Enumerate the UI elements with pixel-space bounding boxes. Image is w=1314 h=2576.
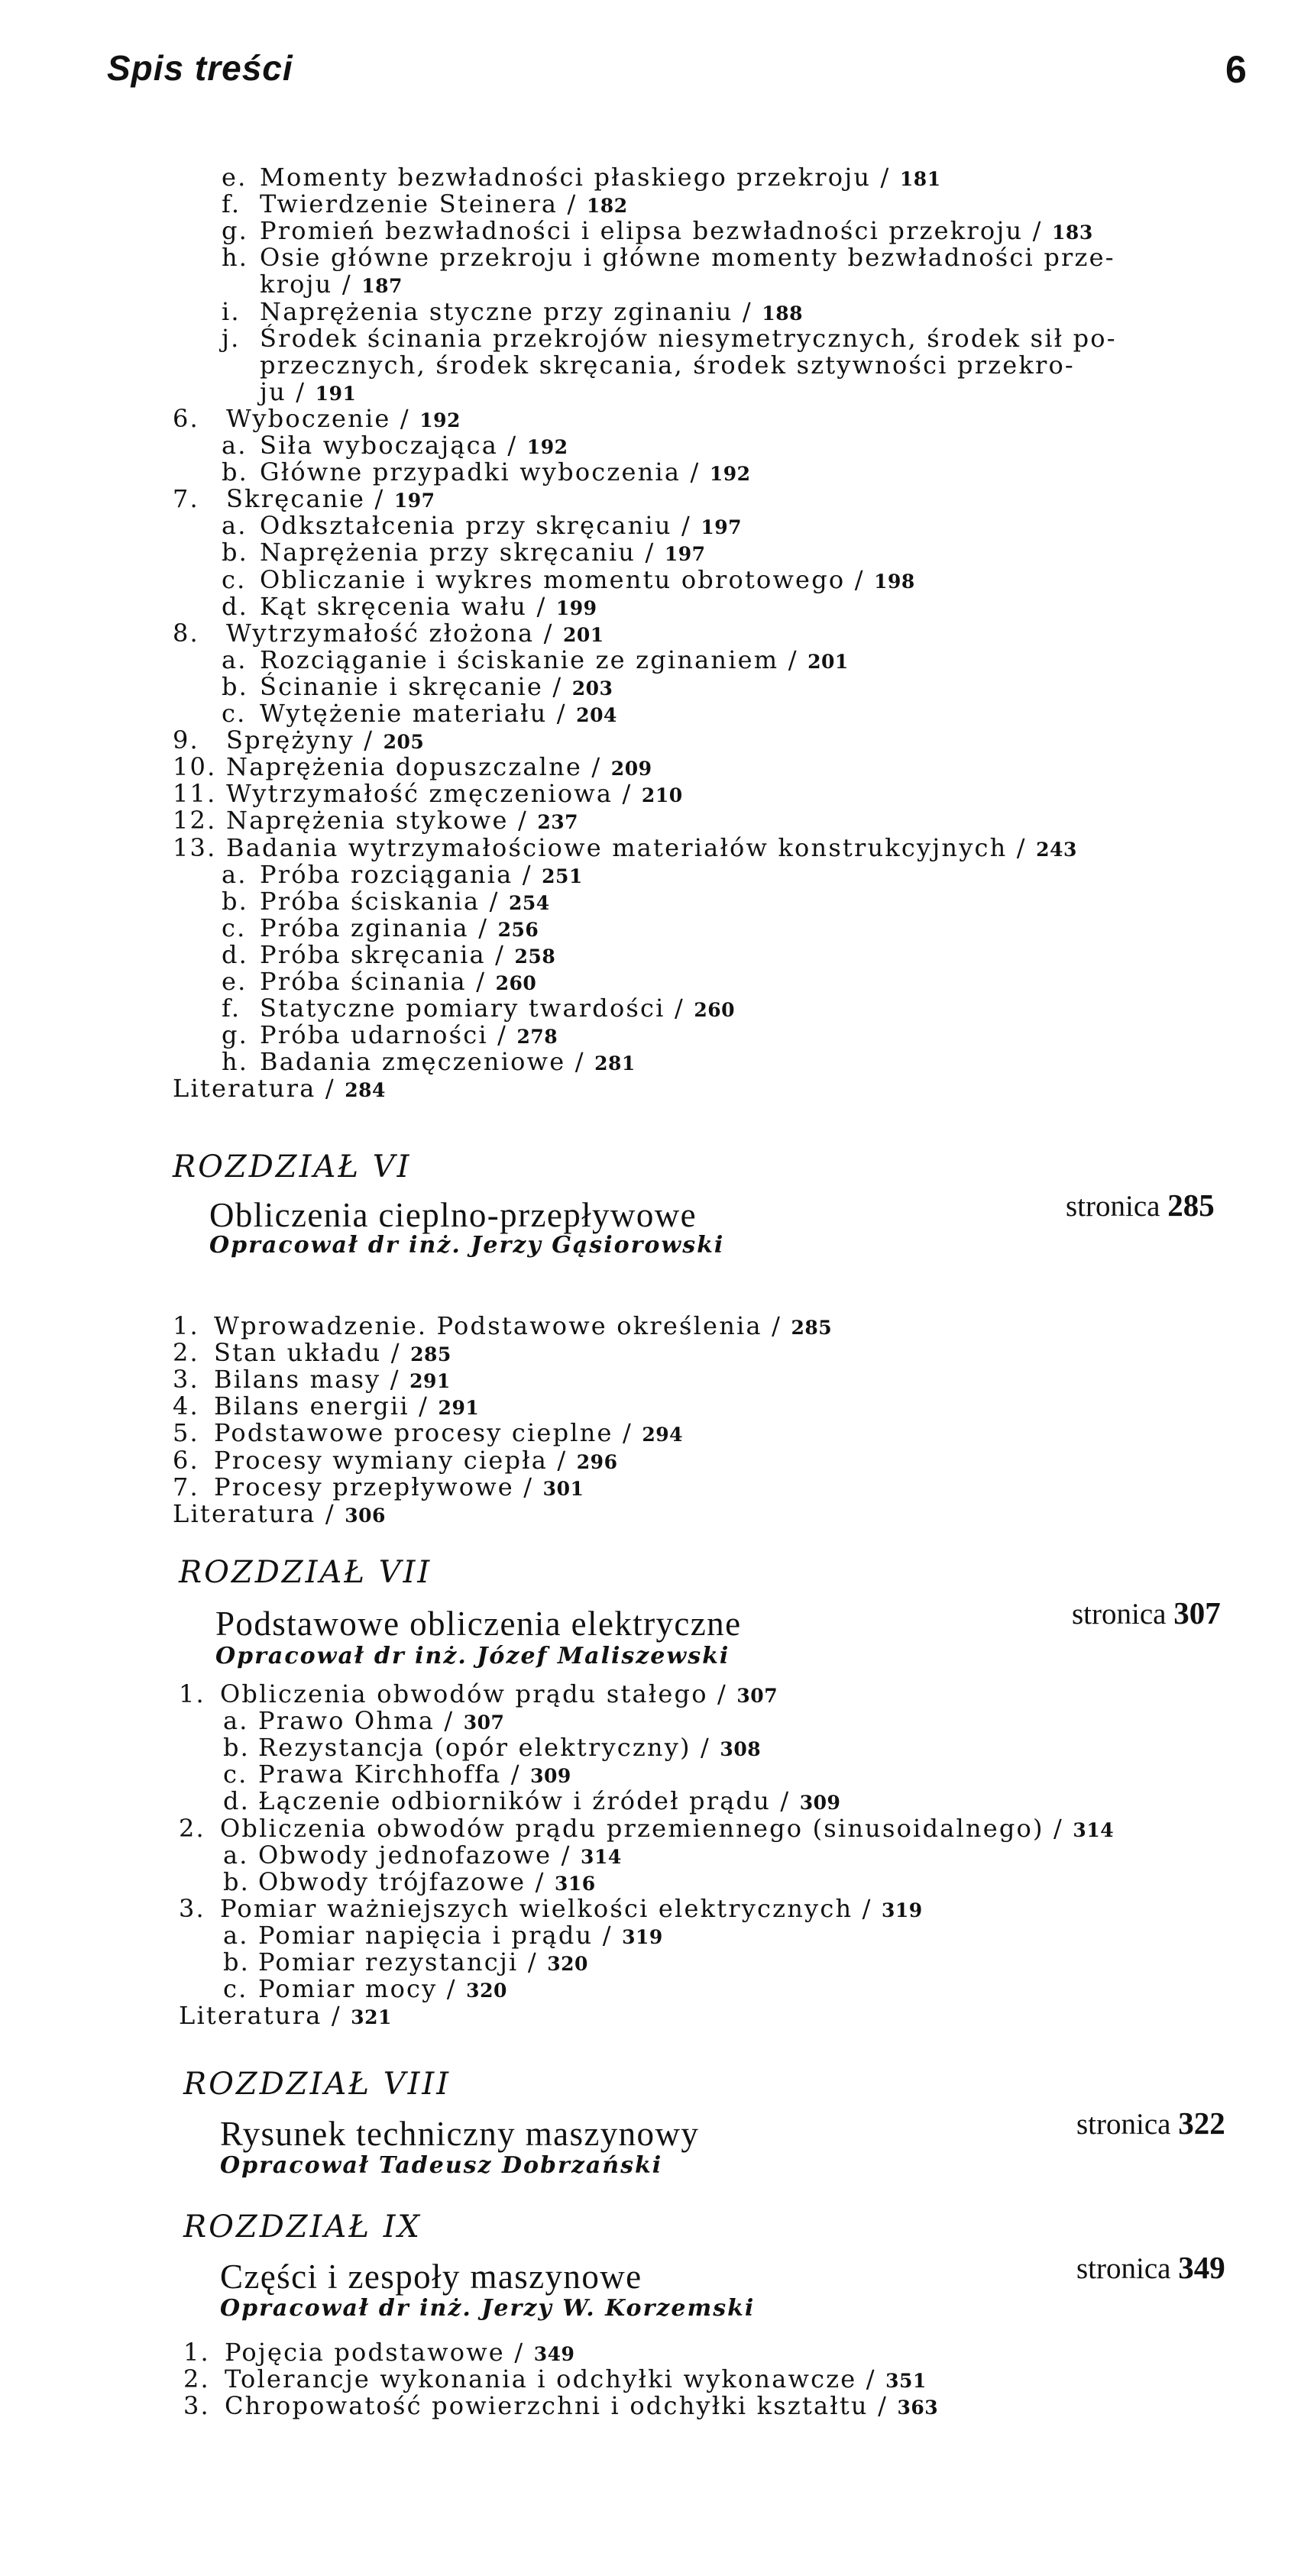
entry-title: Obwody jednofazowe — [258, 1840, 552, 1870]
entry-page: 316 — [554, 1872, 596, 1895]
entry-number: c. — [222, 699, 247, 728]
entry-page: 197 — [664, 543, 706, 566]
chapter-author: Opracował dr inż. Jerzy Gąsiorowski — [209, 1232, 725, 1259]
entry-page: 314 — [1073, 1818, 1115, 1841]
entry-page: 256 — [497, 918, 539, 941]
entry-number: a. — [223, 1706, 249, 1736]
entry-separator: / — [733, 296, 762, 326]
entry-page: 188 — [762, 302, 803, 325]
page-number: 6 — [1225, 48, 1247, 91]
entry-page: 260 — [694, 999, 736, 1022]
entry-number: f. — [222, 994, 241, 1023]
entry-separator: / — [565, 1047, 595, 1077]
entry-number: b. — [223, 1733, 251, 1763]
entry-title: Ścinanie i skręcanie — [260, 671, 543, 701]
entry-title: Pomiar ważniejszych wielkości elektrycznych — [220, 1893, 853, 1923]
entry-title: Pomiar mocy — [258, 1974, 438, 2004]
entry-title: Obliczanie i wykres momentu obrotowego — [260, 564, 846, 594]
entry-separator: / — [468, 913, 498, 942]
entry-number: 1. — [179, 1679, 206, 1708]
chapter-label: ROZDZIAŁ VIII — [183, 2067, 451, 2102]
entry-separator: / — [322, 2001, 351, 2031]
entry-title: Rozciąganie i ściskanie ze zginaniem — [260, 645, 779, 674]
entry-title: Procesy przepływowe — [214, 1472, 514, 1501]
entry-number: 2. — [173, 1338, 199, 1368]
entry-title: ju — [260, 377, 286, 406]
entry-separator: / — [707, 1679, 737, 1708]
entry-number: b. — [222, 671, 249, 701]
chapter-start-page — [1066, 1187, 1215, 1223]
entry-separator: / — [501, 1760, 531, 1789]
entry-title: Wytrzymałość złożona — [226, 618, 535, 648]
entry-separator: / — [409, 1391, 439, 1421]
entry-page: 192 — [419, 409, 461, 431]
entry-title: Podstawowe procesy cieplne — [214, 1418, 613, 1448]
entry-separator: / — [1044, 1813, 1073, 1843]
entry-number: 4. — [173, 1391, 199, 1421]
entry-number: 1. — [183, 2338, 210, 2367]
entry-number: 2. — [179, 1813, 206, 1843]
entry-page: 349 — [533, 2343, 575, 2365]
entry-separator: / — [485, 939, 515, 969]
entry-separator: / — [762, 1311, 791, 1340]
entry-separator: / — [381, 1338, 411, 1368]
chapter-title: Obliczenia cieplno-przepływowe — [209, 1196, 697, 1234]
entry-number: f. — [222, 189, 241, 219]
entry-number: a. — [222, 859, 248, 889]
entry-page: 306 — [345, 1504, 386, 1527]
entry-number: 9. — [173, 726, 199, 755]
entry-text — [225, 2392, 938, 2422]
entry-number: 3. — [183, 2391, 210, 2421]
entry-number: 3. — [179, 1893, 206, 1923]
entry-title: Kąt skręcenia wału — [260, 591, 528, 621]
entry-title: Literatura — [179, 2001, 322, 2031]
entry-separator: / — [778, 645, 808, 674]
entry-page: 210 — [641, 784, 683, 807]
entry-title: kroju — [260, 270, 333, 299]
entry-number: 10. — [173, 752, 217, 782]
entry-number: 5. — [173, 1418, 199, 1448]
entry-number: g. — [222, 216, 249, 246]
chapter-page-label: stronica — [1072, 1598, 1167, 1631]
entry-page: 187 — [361, 275, 403, 298]
entry-number: 2. — [183, 2364, 210, 2394]
entry-separator: / — [672, 511, 701, 541]
entry-separator: / — [504, 2338, 534, 2367]
entry-page: 319 — [622, 1925, 663, 1948]
entry-number: d. — [222, 939, 249, 969]
entry-separator: / — [1007, 832, 1037, 862]
entry-separator: / — [613, 779, 642, 809]
entry-separator: / — [547, 699, 577, 728]
entry-title: Naprężenia przy skręcaniu — [260, 538, 636, 567]
entry-title: Główne przypadki wyboczenia — [260, 457, 681, 487]
entry-separator: / — [332, 270, 362, 299]
entry-title: Badania wytrzymałościowe materiałów konstrukcyjnych — [226, 832, 1008, 862]
entry-page: 291 — [409, 1370, 451, 1393]
entry-title: Chropowatość powierzchni i odchyłki kształtu — [225, 2391, 869, 2421]
entry-separator: / — [518, 1947, 548, 1976]
entry-page: 285 — [410, 1343, 451, 1366]
entry-page: 260 — [495, 972, 537, 994]
entry-text — [260, 351, 1075, 379]
entry-number: 13. — [173, 832, 217, 862]
chapter-page-number: 285 — [1167, 1188, 1215, 1223]
entry-title: Sprężyny — [226, 726, 354, 755]
entry-title: Obliczenia obwodów prądu przemiennego (sinusoidalnego) — [220, 1813, 1044, 1843]
entry-page: 294 — [642, 1424, 684, 1446]
entry-separator: / — [487, 1020, 517, 1050]
entry-separator: / — [558, 189, 587, 219]
entry-separator: / — [513, 859, 542, 889]
entry-separator: / — [582, 752, 611, 782]
entry-text — [173, 1500, 386, 1530]
entry-title: Wytrzymałość zmęczeniowa — [226, 779, 613, 809]
entry-text — [179, 2002, 392, 2031]
entry-page: 284 — [345, 1079, 386, 1102]
entry-page: 204 — [576, 704, 617, 726]
entry-title: Obliczenia obwodów prądu stałego — [220, 1679, 708, 1708]
entry-page: 308 — [720, 1738, 762, 1761]
entry-page: 278 — [516, 1026, 558, 1049]
entry-separator: / — [548, 1445, 577, 1475]
entry-text — [260, 325, 1117, 352]
entry-title: Pojęcia podstawowe — [225, 2338, 505, 2367]
entry-number: 12. — [173, 806, 217, 836]
entry-title: Tolerancje wykonania i odchyłki wykonawcze — [225, 2364, 857, 2394]
entry-text — [260, 244, 1115, 271]
entry-title: przecznych, środek skręcania, środek sztywności przekro- — [260, 350, 1075, 380]
entry-separator: / — [513, 1472, 543, 1501]
entry-number: d. — [223, 1786, 251, 1816]
entry-number: c. — [223, 1974, 248, 2004]
entry-number: i. — [222, 296, 241, 326]
entry-separator: / — [527, 591, 556, 621]
entry-title: Promień bezwładności i elipsa bezwładności przekroju — [260, 216, 1024, 246]
chapter-label: ROZDZIAŁ IX — [183, 2209, 422, 2245]
entry-number: 7. — [173, 1472, 199, 1501]
chapter-title: Części i zespoły maszynowe — [220, 2258, 642, 2296]
entry-title: Naprężenia styczne przy zginaniu — [260, 296, 733, 326]
entry-number: a. — [222, 511, 248, 541]
entry-title: Pomiar napięcia i prądu — [258, 1920, 594, 1950]
entry-title: Wytężenie materiału — [260, 699, 548, 728]
entry-page: 192 — [709, 463, 751, 486]
entry-separator: / — [390, 403, 420, 433]
chapter-page-label: stronica — [1076, 2252, 1171, 2285]
chapter-page-label: stronica — [1066, 1190, 1160, 1223]
chapter-author: Opracował Tadeusz Dobrzański — [220, 2152, 663, 2179]
entry-number: b. — [223, 1867, 251, 1896]
entry-page: 320 — [547, 1953, 588, 1975]
entry-page: 197 — [701, 516, 743, 539]
chapter-start-page — [1076, 2249, 1225, 2286]
entry-separator: / — [636, 538, 665, 567]
entry-page: 192 — [526, 436, 568, 458]
entry-page: 201 — [807, 650, 849, 673]
entry-number: a. — [222, 431, 248, 460]
entry-title: Naprężenia dopuszczalne — [226, 752, 583, 782]
entry-page: 243 — [1036, 838, 1077, 861]
entry-title: Procesy wymiany ciepła — [214, 1445, 549, 1475]
entry-page: 285 — [791, 1317, 833, 1339]
entry-title: Siła wyboczająca — [260, 431, 499, 460]
entry-separator: / — [380, 1365, 410, 1395]
entry-number: h. — [222, 243, 249, 273]
entry-separator: / — [286, 377, 316, 406]
entry-title: Próba zginania — [260, 913, 469, 942]
chapter-page-number: 322 — [1178, 2106, 1225, 2141]
entry-separator: / — [316, 1498, 345, 1528]
entry-number: c. — [222, 913, 247, 942]
entry-page: 251 — [542, 865, 583, 887]
entry-page: 199 — [555, 596, 597, 619]
entry-page: 237 — [537, 811, 579, 834]
entry-title: Momenty bezwładności płaskiego przekroju — [260, 163, 872, 192]
entry-number: b. — [222, 457, 249, 487]
entry-page: 321 — [351, 2006, 392, 2029]
entry-number: 11. — [173, 779, 217, 809]
entry-number: 8. — [173, 618, 199, 648]
entry-page: 258 — [514, 945, 556, 968]
entry-page: 291 — [438, 1397, 480, 1420]
entry-separator: / — [771, 1786, 800, 1816]
entry-title: Wprowadzenie. Podstawowe określenia — [214, 1311, 762, 1340]
chapter-title: Podstawowe obliczenia elektryczne — [215, 1605, 742, 1643]
entry-number: a. — [223, 1920, 249, 1950]
entry-separator: / — [534, 618, 563, 648]
entry-page: 307 — [736, 1685, 778, 1707]
entry-number: b. — [222, 538, 249, 567]
entry-separator: / — [681, 457, 710, 487]
entry-page: 363 — [897, 2397, 939, 2419]
chapter-page-label: stronica — [1076, 2108, 1171, 2141]
entry-page: 181 — [899, 168, 941, 190]
chapter-author: Opracował dr inż. Jerzy W. Korzemski — [220, 2295, 756, 2322]
entry-title: Środek ścinania przekrojów niesymetrycznych, środek sił po- — [260, 323, 1117, 353]
entry-number: h. — [222, 1047, 249, 1077]
chapter-label: ROZDZIAŁ VI — [173, 1149, 412, 1185]
entry-page: 183 — [1052, 221, 1093, 244]
entry-separator: / — [856, 2364, 886, 2394]
entry-title: Naprężenia stykowe — [226, 806, 509, 836]
entry-separator: / — [480, 886, 509, 916]
entry-page: 201 — [562, 623, 604, 646]
chapter-author: Opracował dr inż. Józef Maliszewski — [215, 1643, 730, 1669]
entry-title: Statyczne pomiary twardości — [260, 994, 665, 1023]
entry-number: c. — [223, 1760, 248, 1789]
entry-number: b. — [223, 1947, 251, 1976]
entry-separator: / — [845, 564, 875, 594]
entry-number: b. — [222, 886, 249, 916]
entry-title: Bilans masy — [214, 1365, 381, 1395]
entry-title: Próba ścinania — [260, 967, 467, 996]
entry-title: Bilans energii — [214, 1391, 409, 1421]
entry-separator: / — [613, 1418, 642, 1448]
entry-number: 6. — [173, 403, 199, 433]
entry-title: Odkształcenia przy skręcaniu — [260, 511, 672, 541]
entry-number: 3. — [173, 1365, 199, 1395]
entry-title: Łączenie odbiorników i źródeł prądu — [258, 1786, 771, 1816]
entry-page: 205 — [383, 731, 425, 754]
entry-title: Literatura — [173, 1074, 316, 1104]
entry-separator: / — [853, 1893, 882, 1923]
entry-page: 351 — [885, 2370, 927, 2393]
entry-page: 254 — [508, 891, 550, 914]
entry-title: Próba skręcania — [260, 939, 486, 969]
entry-title: Wyboczenie — [226, 403, 391, 433]
entry-title: Próba udarności — [260, 1020, 488, 1050]
chapter-title: Rysunek techniczny maszynowy — [220, 2115, 700, 2153]
entry-number: 6. — [173, 1445, 199, 1475]
chapter-start-page — [1076, 2105, 1225, 2141]
entry-number: 1. — [173, 1311, 199, 1340]
entry-separator: / — [316, 1074, 345, 1104]
entry-page: 309 — [530, 1765, 571, 1788]
entry-page: 209 — [610, 758, 652, 781]
entry-page: 301 — [542, 1477, 584, 1500]
entry-separator: / — [437, 1974, 467, 2004]
entry-separator: / — [435, 1706, 464, 1736]
entry-text — [173, 1075, 386, 1104]
entry-separator: / — [1023, 216, 1053, 246]
entry-number: d. — [222, 591, 249, 621]
entry-title: Badania zmęczeniowe — [260, 1047, 566, 1077]
entry-number: e. — [222, 163, 248, 192]
entry-number: c. — [222, 564, 247, 594]
entry-page: 320 — [466, 1980, 507, 2002]
entry-page: 314 — [581, 1845, 622, 1868]
entry-separator: / — [508, 806, 538, 836]
entry-title: Obwody trójfazowe — [258, 1867, 526, 1896]
chapter-label: ROZDZIAŁ VII — [179, 1555, 432, 1590]
entry-separator: / — [498, 431, 527, 460]
entry-number: a. — [222, 645, 248, 674]
entry-page: 182 — [586, 195, 628, 218]
entry-title: Prawa Kirchhoffa — [258, 1760, 502, 1789]
entry-number: j. — [222, 323, 241, 353]
entry-title: Literatura — [173, 1498, 316, 1528]
chapter-start-page — [1072, 1595, 1221, 1631]
entry-separator: / — [466, 967, 496, 996]
entry-page: 198 — [874, 570, 915, 593]
entry-number: a. — [223, 1840, 249, 1870]
entry-title: Stan układu — [214, 1338, 382, 1368]
entry-title: Twierdzenie Steinera — [260, 189, 558, 219]
running-header-title: Spis treści — [107, 48, 293, 88]
entry-title: Próba ściskania — [260, 886, 481, 916]
entry-page: 319 — [882, 1899, 923, 1921]
entry-separator: / — [526, 1867, 555, 1896]
entry-separator: / — [593, 1920, 623, 1950]
entry-title: Skręcanie — [226, 484, 366, 514]
entry-separator: / — [354, 726, 384, 755]
entry-separator: / — [868, 2391, 898, 2421]
entry-title: Prawo Ohma — [258, 1706, 435, 1736]
entry-separator: / — [542, 671, 572, 701]
entry-separator: / — [552, 1840, 581, 1870]
entry-title: Osie główne przekroju i główne momenty bezwładności prze- — [260, 243, 1115, 273]
entry-page: 296 — [576, 1450, 618, 1473]
entry-number: 7. — [173, 484, 199, 514]
entry-page: 309 — [799, 1792, 841, 1815]
entry-number: e. — [222, 967, 248, 996]
entry-page: 203 — [571, 677, 613, 700]
entry-page: 197 — [393, 490, 435, 512]
entry-page: 281 — [594, 1052, 636, 1075]
entry-number: g. — [222, 1020, 249, 1050]
entry-separator: / — [665, 994, 694, 1023]
entry-title: Rezystancja (opór elektryczny) — [258, 1733, 691, 1763]
entry-separator: / — [691, 1733, 720, 1763]
entry-separator: / — [365, 484, 394, 514]
entry-separator: / — [871, 163, 900, 192]
chapter-page-number: 349 — [1178, 2250, 1225, 2285]
entry-page: 191 — [315, 382, 357, 405]
entry-page: 307 — [463, 1711, 505, 1734]
entry-title: Pomiar rezystancji — [258, 1947, 519, 1976]
entry-title: Próba rozciągania — [260, 859, 513, 889]
chapter-page-number: 307 — [1173, 1595, 1221, 1631]
